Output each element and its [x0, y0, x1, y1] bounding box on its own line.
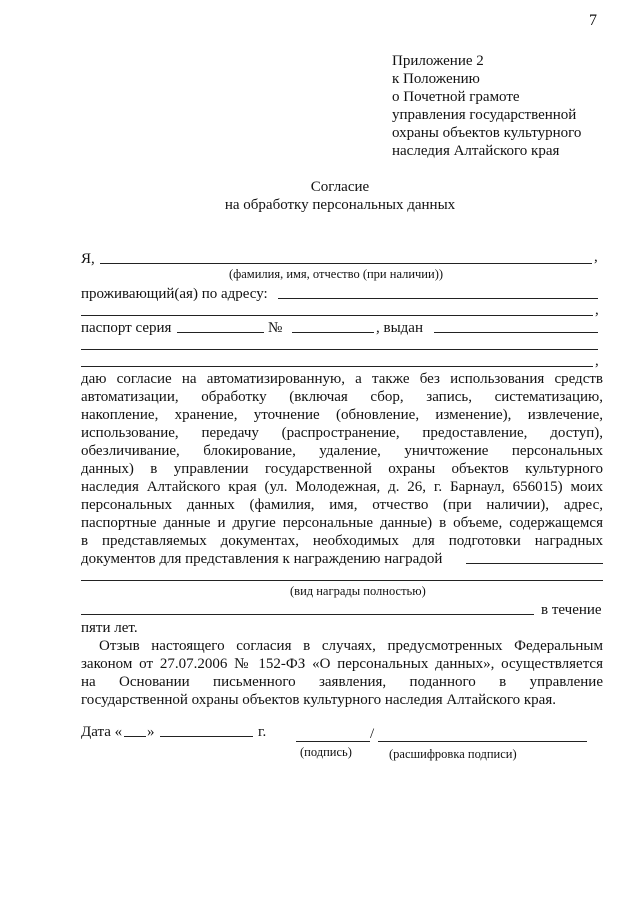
year-suffix: г. — [258, 724, 267, 740]
appendix-line: управления государственной — [392, 107, 577, 123]
paragraph-line: на Основании письменного заявления, поданного в управление — [81, 674, 603, 690]
passport-series-field[interactable] — [177, 332, 264, 333]
issued-by-field-cont[interactable] — [81, 366, 593, 367]
comma: , — [594, 249, 598, 265]
appendix-line: наследия Алтайского края — [392, 143, 560, 159]
fio-caption: (фамилия, имя, отчество (при наличии)) — [229, 267, 444, 281]
signature-caption: (подпись) — [300, 745, 352, 759]
passport-series-label: паспорт серия — [81, 320, 172, 336]
paragraph-line: в представляемых документах, необходимых для подготовки наградных — [81, 533, 603, 549]
paragraph-line: персональных данных (фамилия, имя, отчество (при наличии), адрес, — [81, 497, 603, 513]
during-label: в течение — [541, 602, 602, 618]
signature-field[interactable] — [296, 741, 370, 742]
date-day-field[interactable] — [124, 736, 146, 737]
date-label: Дата « — [81, 724, 123, 740]
address-field-cont[interactable] — [81, 315, 593, 316]
address-field[interactable] — [278, 298, 598, 299]
appendix-line: о Почетной грамоте — [392, 89, 520, 105]
paragraph-line: автоматизации, обработку (включая сбор, запись, систематизацию, — [81, 389, 603, 405]
issued-by-field-cont[interactable] — [81, 349, 598, 350]
page-number: 7 — [589, 12, 597, 29]
award-field-cont[interactable] — [81, 580, 603, 581]
appendix-line: Приложение 2 — [392, 53, 484, 69]
paragraph-line: использование, передачу (распространение, предоставление, доступ), — [81, 425, 603, 441]
paragraph-line: Отзыв настоящего согласия в случаях, предусмотренных Федеральным — [99, 638, 603, 654]
fio-field[interactable] — [100, 263, 592, 264]
paragraph-line: накопление, хранение, уточнение (обновление, изменение), извлечение, — [81, 407, 603, 423]
appendix-line: к Положению — [392, 71, 480, 87]
paragraph-line: обезличивание, блокирование, удаление, уничтожение персональных — [81, 443, 603, 459]
period-field[interactable] — [81, 614, 534, 615]
i-prefix: Я, — [81, 251, 95, 267]
document-title: Согласие — [310, 179, 370, 195]
five-years-text: пяти лет. — [81, 620, 138, 636]
paragraph-line: законом от 27.07.2006 № 152-ФЗ «О персональных данных», осуществляется — [81, 656, 603, 672]
passport-number-label: № — [268, 320, 283, 336]
date-month-field[interactable] — [160, 736, 253, 737]
document-subtitle: на обработку персональных данных — [224, 197, 456, 213]
paragraph-line: данных) в управлении государственной охраны объектов культурного — [81, 461, 603, 477]
issued-by-field[interactable] — [434, 332, 598, 333]
paragraph-line: паспортные данные и другие персональные данные) в объеме, содержащемся — [81, 515, 603, 531]
address-label: проживающий(ая) по адресу: — [81, 286, 268, 302]
award-caption: (вид награды полностью) — [290, 584, 426, 598]
appendix-line: охраны объектов культурного — [392, 125, 582, 141]
date-close: » — [147, 724, 155, 740]
paragraph-line: документов для представления к награждению наградой — [81, 551, 443, 567]
paragraph-line: даю согласие на автоматизированную, а также без использования средств — [81, 371, 603, 387]
issued-label: , выдан — [376, 320, 423, 336]
paragraph-line: государственной охраны объектов культурного наследия Алтайского края. — [81, 692, 556, 708]
signature-decode-caption: (расшифровка подписи) — [389, 747, 517, 761]
signature-decode-field[interactable] — [378, 741, 587, 742]
passport-number-field[interactable] — [292, 332, 374, 333]
slash: / — [370, 726, 375, 742]
award-field[interactable] — [466, 563, 603, 564]
paragraph-line: наследия Алтайского края (ул. Молодежная, д. 26, г. Барнаул, 656015) моих — [81, 479, 603, 495]
comma: , — [595, 302, 599, 318]
comma: , — [595, 353, 599, 369]
